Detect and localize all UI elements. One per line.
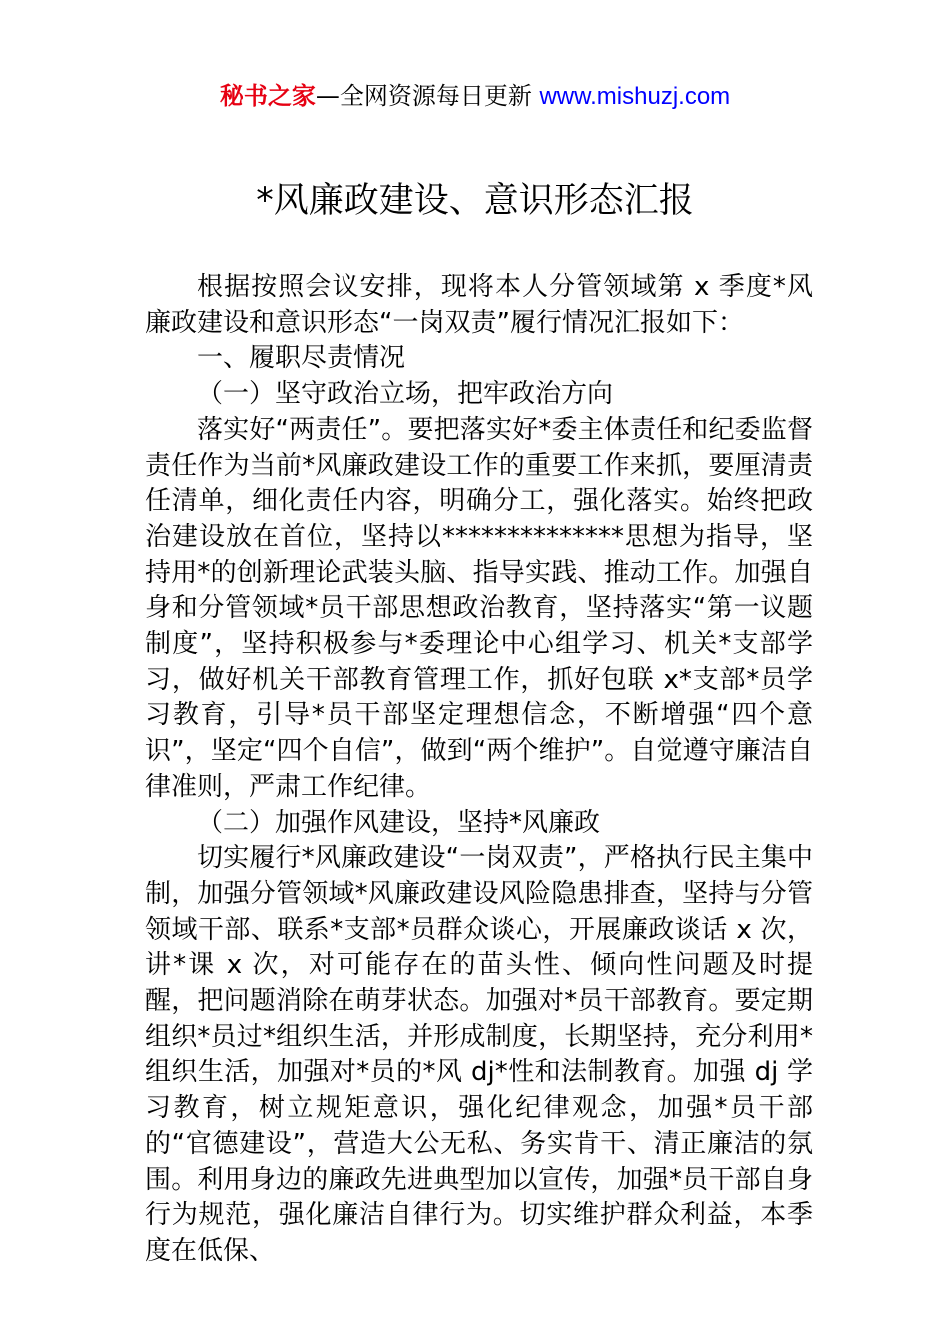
section-heading: 一、履职尽责情况 [197, 343, 406, 374]
brand-name: 秘书之家 [219, 82, 316, 110]
body-paragraph: 切实履行*风廉政建设“一岗双责”，严格执行民主集中制，加强分管领域*风廉政建设风险隐患排查，坚持与分管领域干部、联系*支部*员群众谈心，开展廉政谈话 x 次，讲*课 x 次，对可能存在的苗头性、倾向性问题及时提醒，把问题消除在萌芽状态。加强对*员干部教育。要定期组织*员过*组织生活，并形成制度，长期坚持，充分利用*组织生活，加强对*员的*风 dj*性和法制教育。加强 dj 学习教育，树立规矩意识，强化纪律观念，加强*员干部的“官德建设”，营造大公无私、务实肯干、清正廉洁的氛围。利用身边的廉政先进典型加以宣传，加强*员干部自身行为规范，强化廉洁自律行为。切实维护群众利益，本季度在低保、 [145, 843, 813, 1266]
header-tagline: —全网资源每日更新 [315, 82, 540, 110]
site-header-banner [0, 80, 950, 113]
intro-paragraph: 根据按照会议安排，现将本人分管领域第 x 季度*风廉政建设和意识形态“一岗双责”履行情况汇报如下： [145, 272, 813, 338]
body-paragraph: 落实好“两责任”。要把落实好*委主体责任和纪委监督责任作为当前*风廉政建设工作的重要工作来抓，要厘清责任清单，细化责任内容，明确分工，强化落实。始终把政治建设放在首位，坚持以**************思想为指导，坚持用*的创新理论武装头脑、指导实践、推动工作。加强自身和分管领域*员干部思想政治教育，坚持落实“第一议题制度”，坚持积极参与*委理论中心组学习、机关*支部学习，做好机关干部教育管理工作，抓好包联 x*支部*员学习教育，引导*员干部坚定理想信念，不断增强“四个意识”，坚定“四个自信”，做到“两个维护”。自觉遵守廉洁自律准则，严肃工作纪律。 [145, 414, 813, 802]
subsection-heading: （一）坚守政治立场，把牢政治方向 [197, 379, 614, 410]
subsection-heading: （二）加强作风建设，坚持*风廉政 [197, 807, 601, 838]
document-title: *风廉政建设、意识形态汇报 [256, 181, 694, 221]
document-body [145, 270, 813, 1270]
site-url-link[interactable]: www.mishuzj.com [539, 83, 731, 110]
